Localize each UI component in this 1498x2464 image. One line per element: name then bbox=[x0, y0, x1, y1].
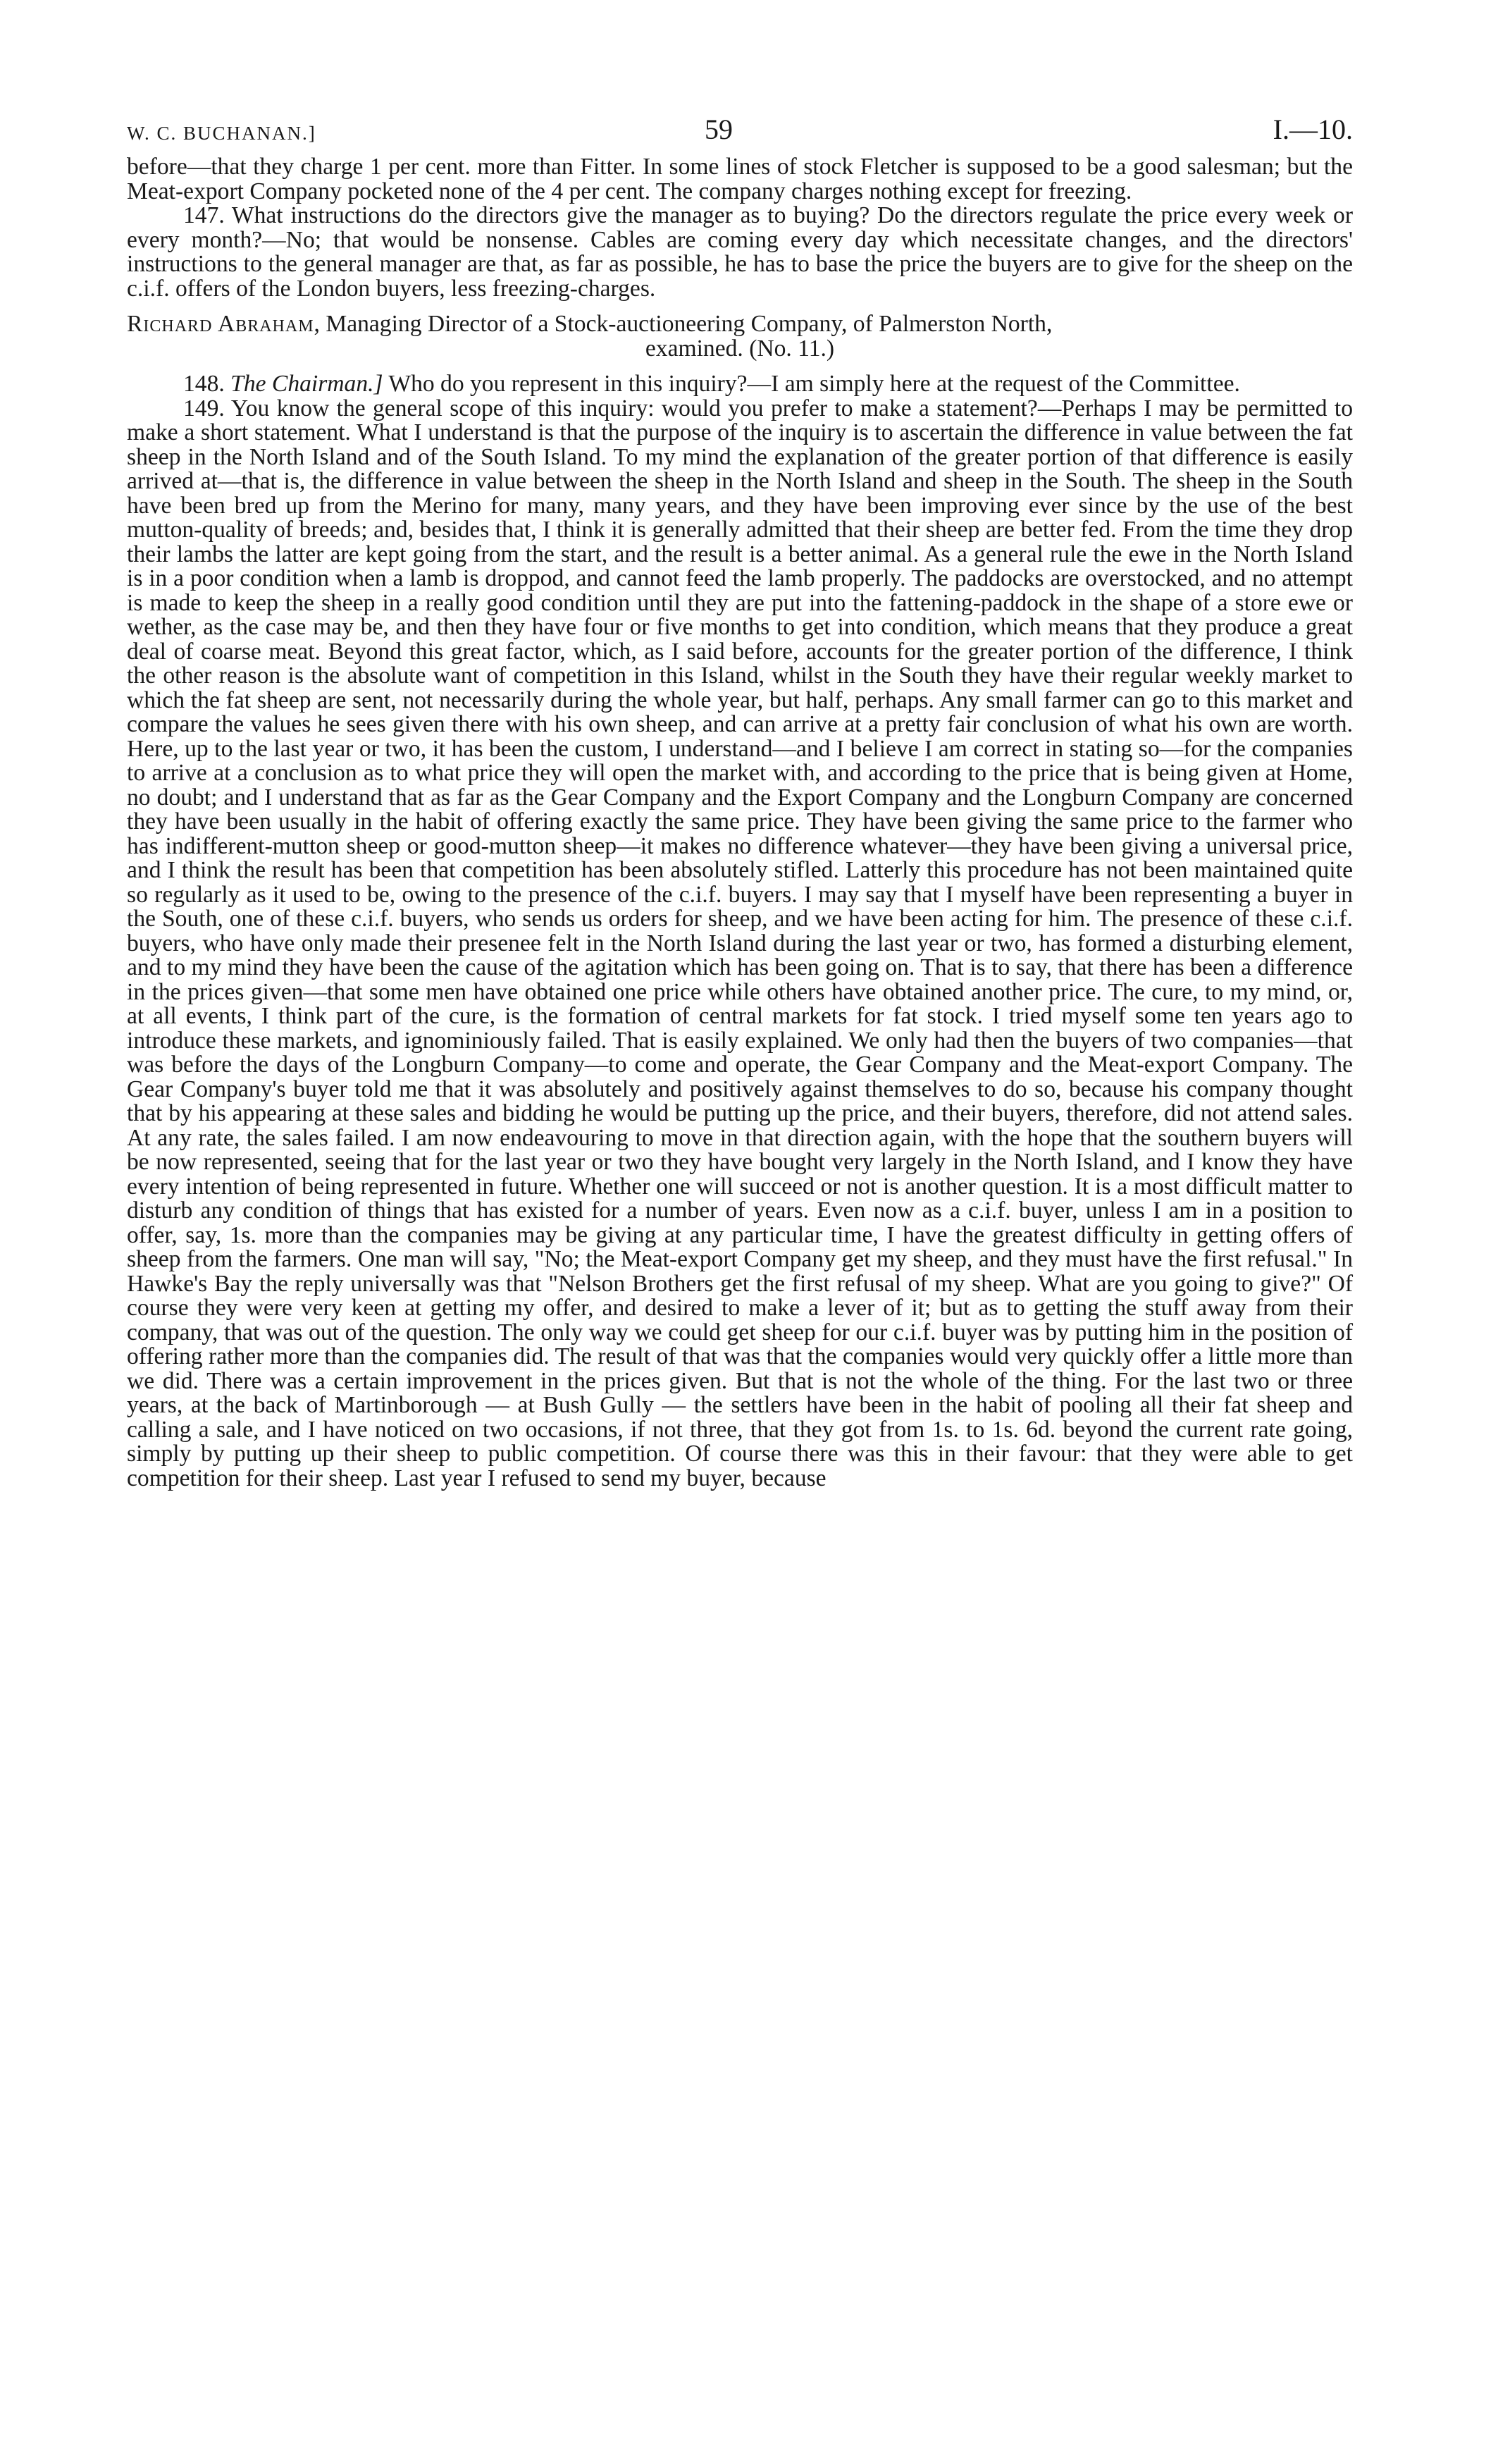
question-148-text: Who do you represent in this inquiry?—I am simply here at the request of the Committee. bbox=[383, 371, 1240, 397]
question-149: 149. You know the general scope of this inquiry: would you prefer to make a statement?—Perhaps I may be permitted to make a short statement. What I understand is that the purpose of the inquiry is to ascertain the difference in value between the fat sheep in the North Island and of the South Island. To my mind the explanation of the greater portion of that difference is easily arrived at—that is, the difference in value between the sheep in the North Island and sheep in the South. The sheep in the South have been bred up from the Merino for many, many years, and they have been improving ever since by the use of the best mutton-quality of breeds; and, besides that, I think it is generally admitted that their sheep are better fed. From the time they drop their lambs the latter are kept going from the start, and the result is a better animal. As a general rule the ewe in the North Island is in a poor condition when a lamb is droppod, and cannot feed the lamb properly. The paddocks are overstocked, and no attempt is made to keep the sheep in a really good condition until they are put into the fattening-paddock in the shape of a store ewe or wether, as the case may be, and then they have four or five months to get into condition, which means that they produce a great deal of coarse meat. Beyond this great factor, which, as I said before, accounts for the greater portion of the difference, I think the other reason is the absolute want of competition in this Island, whilst in the South they have their regular weekly market to which the fat sheep are sent, not necessarily during the whole year, but half, perhaps. Any small farmer can go to this market and compare the values he sees given there with his own sheep, and can arrive at a pretty fair conclusion of what his own are worth. Here, up to the last year or two, it has been the custom, I understand—and I believe I am correct in stating so—for the companies to arrive at a conclusion as to what price they will open the market with, and according to the price that is being given at Home, no doubt; and I understand that as far as the Gear Company and the Export Company and the Longburn Company are concerned they have been usually in the habit of offering exactly the same price. They have been giving the same price to the farmer who has indifferent-mutton sheep or good-mutton sheep—it makes no difference whatever—they have been giving a universal price, and I think the result has been that competition has been absolutely stifled. Latterly this procedure has not been maintained quite so regularly as it used to be, owing to the presence of the c.i.f. buyers. I may say that I myself have been representing a buyer in the South, one of these c.i.f. buyers, who sends us orders for sheep, and we have been acting for him. The presence of these c.i.f. buyers, who have only made their presenee felt in the North Island during the last year or two, has formed a disturbing element, and to my mind they have been the cause of the agitation which has been going on. That is to say, that there has been a difference in the prices given—that some men have obtained one price while others have obtained another price. The cure, to my mind, or, at all events, I think part of the cure, is the formation of central markets for fat stock. I tried myself some ten years ago to introduce these markets, and ignominiously failed. That is easily explained. We only had then the buyers of two companies—that was before the days of the Longburn Company—to come and operate, the Gear Company and the Meat-export Company. The Gear Company's buyer told me that it was absolutely and positively against themselves to do so, because his company thought that by his appearing at these sales and bidding he would be putting up the price, and their buyers, therefore, did not attend sales. At any rate, the sales failed. I am now endeavouring to move in that direction again, with the hope that the southern buyers will be now represented, seeing that for the last year or two they have bought very largely in the North Island, and I know they have every intention of being represented in future. Whether one will succeed or not is another question. It is a most difficult matter to disturb any condition of things that has existed for a number of years. Even now as a c.i.f. buyer, unless I am in a position to offer, say, 1s. more than the companies may be giving at any particular time, I have the greatest difficulty in getting offers of sheep from the farmers. One man will say, "No; the Meat-export Company get my sheep, and they must have the first refusal." In Hawke's Bay the reply universally was that "Nelson Brothers get the first refusal of my sheep. What are you going to give?" Of course they were very keen at getting my offer, and desired to make a lever of it; but as to getting the stuff away from their company, that was out of the question. The only way we could get sheep for our c.i.f. buyer was by putting him in the position of offering rather more than the companies did. The result of that was that the companies would very quickly offer a little more than we did. There was a certain improvement in the prices given. But that is not the whole of the thing. For the last two or three years, at the back of Martinborough — at Bush Gully — the settlers have been in the habit of pooling all their fat sheep and calling a sale, and I have noticed on two occasions, if not three, that they got from 1s. to 1s. 6d. beyond the current rate going, simply by putting up their sheep to public competition. Of course there was this in their favour: that they were able to get competition for their sheep. Last year I refused to send my buyer, because bbox=[127, 395, 1353, 1491]
document-reference: I.—10. bbox=[1273, 113, 1353, 145]
question-148-number: 148. bbox=[183, 371, 225, 397]
witness-heading bbox=[127, 312, 1353, 361]
question-148 bbox=[127, 372, 1353, 397]
document-page bbox=[127, 106, 1353, 2396]
body-text bbox=[127, 155, 1353, 1491]
question-148-speaker: The Chairman.] bbox=[230, 371, 383, 397]
page-header bbox=[127, 106, 1353, 155]
witness-description: , Managing Director of a Stock-auctioneering Company, of Palmerston North, bbox=[314, 311, 1053, 337]
paragraph-continuation: before—that they charge 1 per cent. more than Fitter. In some lines of stock Fletcher is supposed to be a good salesman; but the Meat-export Company pocketed none of the 4 per cent. The company charges nothing except for freezing. bbox=[127, 154, 1353, 204]
witness-examined: examined. (No. 11.) bbox=[645, 335, 835, 362]
question-147: 147. What instructions do the directors give the manager as to buying? Do the directors regulate the price every week or every month?—No; that would be nonsense. Cables are coming every day which necessitate changes, and the directors' instructions to the general manager are that, as far as possible, he has to base the price the buyers are to give for the sheep on the c.i.f. offers of the London buyers, less freezing-charges. bbox=[127, 202, 1353, 302]
page-number: 59 bbox=[705, 113, 733, 145]
witness-running-head: W. C. BUCHANAN.] bbox=[127, 123, 316, 144]
witness-name: Richard Abraham bbox=[127, 311, 314, 337]
